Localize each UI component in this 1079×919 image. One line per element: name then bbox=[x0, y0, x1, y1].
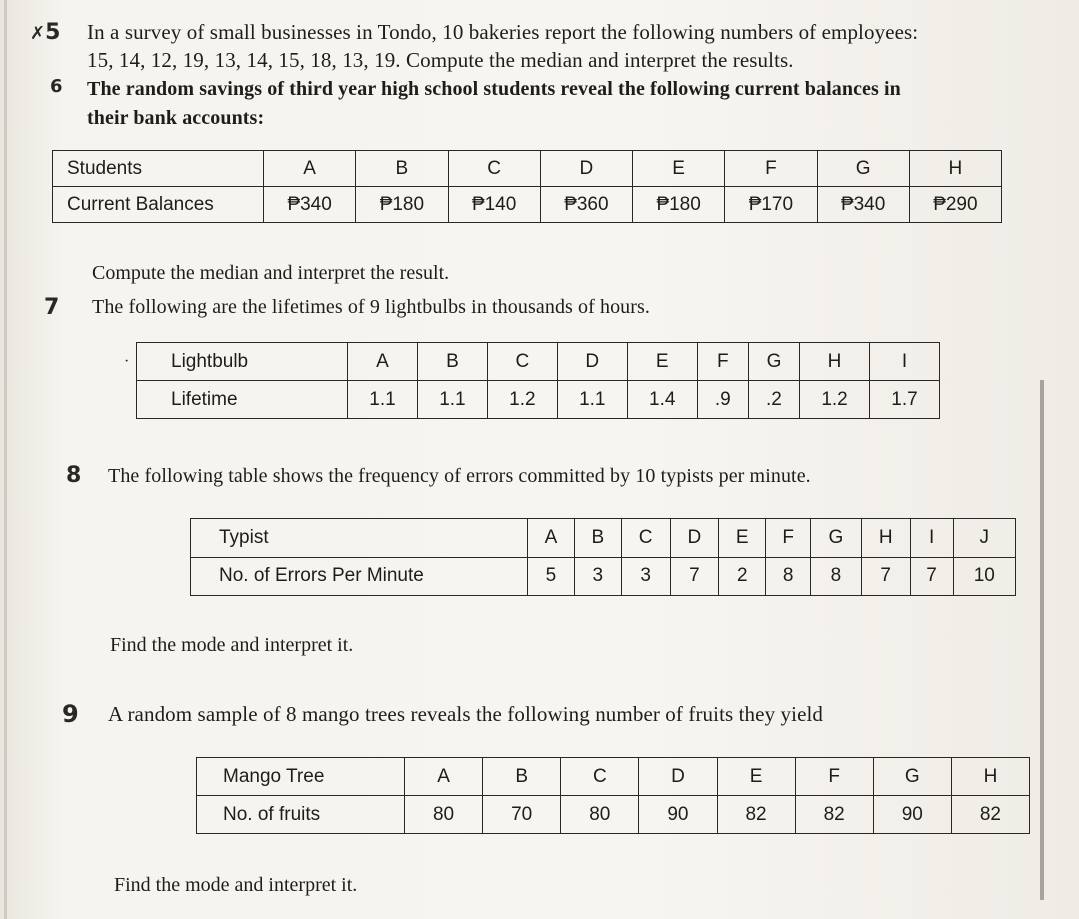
typist-value-cell: 7 bbox=[861, 557, 910, 596]
mango-value-row bbox=[197, 796, 1030, 834]
mango-header-cell: G bbox=[873, 758, 951, 796]
typist-value-cell: 8 bbox=[811, 557, 862, 596]
lightbulb-value-cell: .2 bbox=[748, 381, 799, 419]
typist-value-cell: 10 bbox=[953, 557, 1015, 596]
mango-value-cell: 80 bbox=[405, 796, 483, 834]
q6-number: 6 bbox=[50, 76, 63, 97]
typist-header-cell: I bbox=[910, 519, 953, 558]
q6-line1: The random savings of third year high school students reveal the following current balances in bbox=[87, 78, 901, 100]
savings-header-cell: B bbox=[356, 151, 448, 187]
savings-header-row bbox=[53, 151, 1002, 187]
lightbulb-header-row bbox=[137, 343, 940, 381]
savings-header-cell: H bbox=[909, 151, 1001, 187]
savings-value-cell: ₱180 bbox=[356, 187, 448, 223]
q9-text: A random sample of 8 mango trees reveals the following number of fruits they yield bbox=[108, 702, 824, 726]
savings-value-cell: ₱140 bbox=[448, 187, 540, 223]
lightbulb-header-label: Lightbulb bbox=[137, 343, 348, 381]
mango-header-cell: H bbox=[951, 758, 1029, 796]
mango-header-cell: B bbox=[483, 758, 561, 796]
mango-header-label: Mango Tree bbox=[197, 758, 405, 796]
lightbulb-value-cell: 1.1 bbox=[348, 381, 418, 419]
typist-header-cell: E bbox=[719, 519, 766, 558]
stray-mark: · bbox=[124, 353, 130, 370]
q8-instruction: Find the mode and interpret it. bbox=[110, 634, 354, 656]
lightbulb-value-cell: 1.4 bbox=[627, 381, 697, 419]
savings-value-cell: ₱340 bbox=[817, 187, 909, 223]
typist-header-label: Typist bbox=[191, 519, 528, 558]
savings-value-cell: ₱360 bbox=[540, 187, 632, 223]
savings-header-cell: A bbox=[264, 151, 356, 187]
lightbulb-value-label: Lifetime bbox=[137, 381, 348, 419]
mango-value-cell: 80 bbox=[561, 796, 639, 834]
lightbulb-header-cell: B bbox=[417, 343, 487, 381]
lightbulb-value-cell: 1.2 bbox=[487, 381, 557, 419]
typist-header-cell: J bbox=[953, 519, 1015, 558]
typist-value-cell: 7 bbox=[670, 557, 719, 596]
savings-header-cell: C bbox=[448, 151, 540, 187]
q8-text: The following table shows the frequency of errors committed by 10 typists per minute. bbox=[108, 465, 811, 487]
q9-instruction: Find the mode and interpret it. bbox=[114, 874, 358, 896]
typist-header-cell: G bbox=[811, 519, 862, 558]
savings-header-cell: E bbox=[633, 151, 725, 187]
lightbulb-header-cell: I bbox=[870, 343, 940, 381]
savings-header-cell: F bbox=[725, 151, 817, 187]
typist-header-cell: C bbox=[621, 519, 670, 558]
lightbulb-value-cell: 1.1 bbox=[417, 381, 487, 419]
savings-table bbox=[52, 150, 1002, 223]
mango-value-label: No. of fruits bbox=[197, 796, 405, 834]
lightbulb-value-cell: 1.7 bbox=[870, 381, 940, 419]
mango-header-cell: E bbox=[717, 758, 795, 796]
q7-number: 7 bbox=[44, 295, 60, 320]
mango-table bbox=[196, 757, 1030, 834]
savings-header-cell: G bbox=[817, 151, 909, 187]
q5-line2: 15, 14, 12, 19, 13, 14, 15, 18, 13, 19. Compute the median and interpret the results. bbox=[87, 48, 794, 72]
savings-header-cell: D bbox=[540, 151, 632, 187]
savings-value-label: Current Balances bbox=[53, 187, 264, 223]
mango-header-cell: F bbox=[795, 758, 873, 796]
typist-value-cell: 5 bbox=[528, 557, 575, 596]
typist-header-row bbox=[191, 519, 1016, 558]
mango-value-cell: 90 bbox=[639, 796, 717, 834]
q5-line1: In a survey of small businesses in Tondo, 10 bakeries report the following numbers of employees: bbox=[87, 20, 919, 44]
lightbulb-value-row bbox=[137, 381, 940, 419]
typist-value-label: No. of Errors Per Minute bbox=[191, 557, 528, 596]
q9-number: 9 bbox=[62, 700, 79, 728]
lightbulb-header-cell: C bbox=[487, 343, 557, 381]
typist-header-cell: B bbox=[574, 519, 621, 558]
savings-value-row bbox=[53, 187, 1002, 223]
mango-value-cell: 82 bbox=[795, 796, 873, 834]
mango-value-cell: 82 bbox=[951, 796, 1029, 834]
typist-value-cell: 3 bbox=[621, 557, 670, 596]
q5-number: ✗5 bbox=[30, 20, 61, 45]
lightbulb-value-cell: .9 bbox=[697, 381, 748, 419]
typist-header-cell: D bbox=[670, 519, 719, 558]
binding-edge bbox=[4, 0, 7, 919]
lightbulb-value-cell: 1.1 bbox=[557, 381, 627, 419]
q6-instruction: Compute the median and interpret the result. bbox=[92, 262, 450, 284]
savings-value-cell: ₱340 bbox=[264, 187, 356, 223]
savings-value-cell: ₱170 bbox=[725, 187, 817, 223]
mango-value-cell: 90 bbox=[873, 796, 951, 834]
savings-value-cell: ₱180 bbox=[633, 187, 725, 223]
savings-value-cell: ₱290 bbox=[909, 187, 1001, 223]
mango-value-cell: 70 bbox=[483, 796, 561, 834]
typist-header-cell: A bbox=[528, 519, 575, 558]
typist-value-row bbox=[191, 557, 1016, 596]
typist-header-cell: F bbox=[766, 519, 811, 558]
lightbulb-header-cell: F bbox=[697, 343, 748, 381]
lightbulb-header-cell: H bbox=[800, 343, 870, 381]
mango-header-cell: C bbox=[561, 758, 639, 796]
page-shadow-edge bbox=[1040, 380, 1044, 900]
mango-header-row bbox=[197, 758, 1030, 796]
typist-value-cell: 2 bbox=[719, 557, 766, 596]
lightbulb-table bbox=[136, 342, 940, 419]
typist-value-cell: 8 bbox=[766, 557, 811, 596]
typist-value-cell: 7 bbox=[910, 557, 953, 596]
typist-value-cell: 3 bbox=[574, 557, 621, 596]
mango-header-cell: A bbox=[405, 758, 483, 796]
typist-table bbox=[190, 518, 1016, 596]
lightbulb-header-cell: D bbox=[557, 343, 627, 381]
lightbulb-value-cell: 1.2 bbox=[800, 381, 870, 419]
q6-line2: their bank accounts: bbox=[87, 107, 265, 129]
q7-text: The following are the lifetimes of 9 lightbulbs in thousands of hours. bbox=[92, 296, 651, 318]
mango-header-cell: D bbox=[639, 758, 717, 796]
savings-header-label: Students bbox=[53, 151, 264, 187]
mango-value-cell: 82 bbox=[717, 796, 795, 834]
lightbulb-header-cell: A bbox=[348, 343, 418, 381]
lightbulb-header-cell: E bbox=[627, 343, 697, 381]
lightbulb-header-cell: G bbox=[748, 343, 799, 381]
q8-number: 8 bbox=[66, 463, 82, 488]
typist-header-cell: H bbox=[861, 519, 910, 558]
